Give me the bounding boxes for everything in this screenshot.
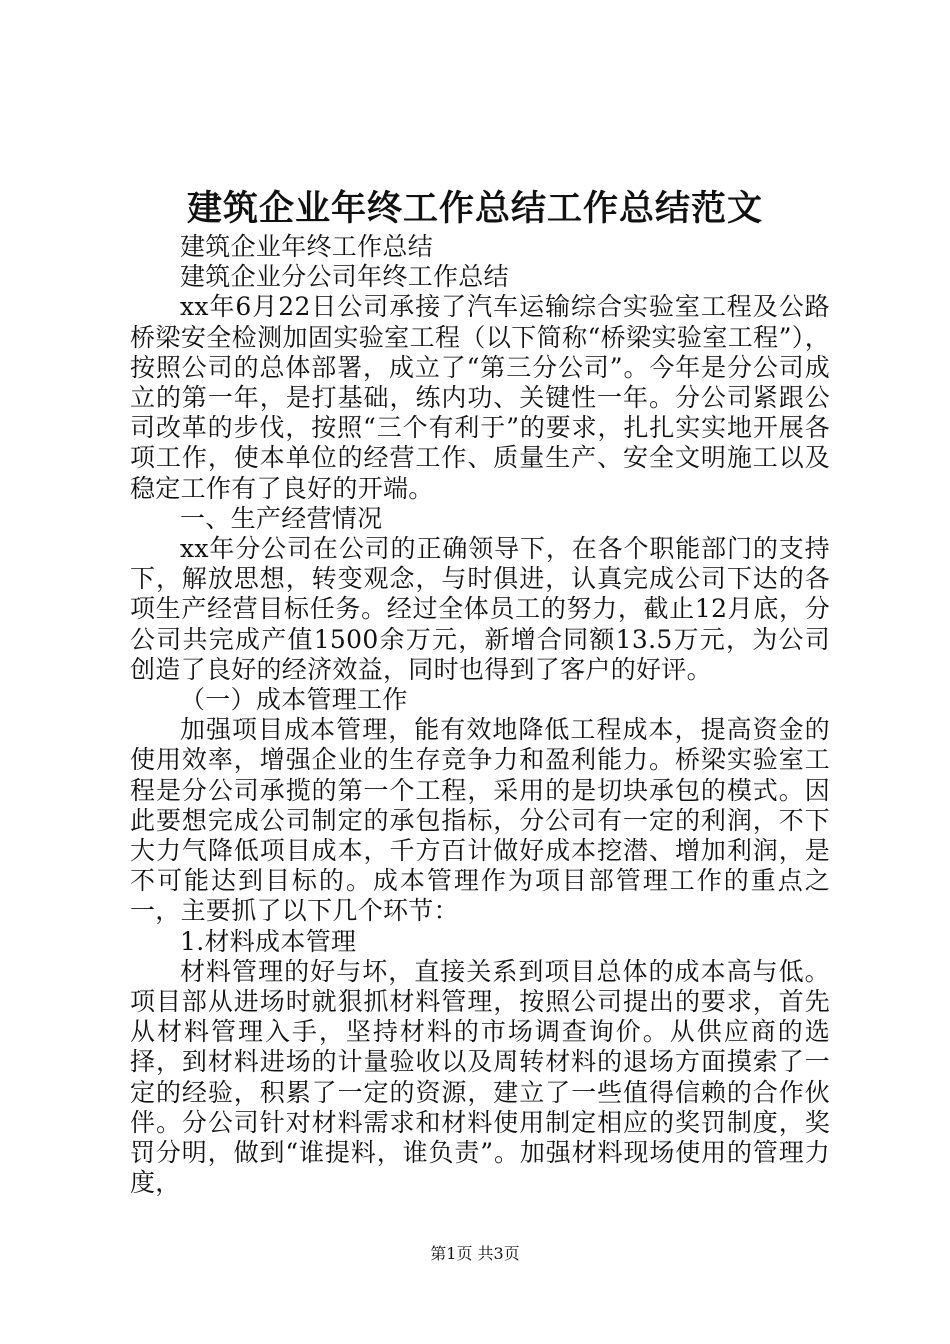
document-title: 建筑企业年终工作总结工作总结范文	[186, 188, 763, 229]
section-heading: 1.材料成本管理	[180, 926, 357, 956]
subtitle-paragraph: 建筑企业分公司年终工作总结	[180, 262, 509, 292]
section-heading: 一、生产经营情况	[180, 503, 383, 533]
section-heading: （一）成本管理工作	[180, 685, 408, 715]
body-paragraph: 加强项目成本管理，能有效地降低工程成本，提高资金的使用效率，增强企业的生存竞争力和盈利能力。桥梁实验室工程是分公司承揽的第一个工程，采用的是切块承包的模式。因此要想完成公司制定的承包指标，分公司有一定的利润，不下大力气降低项目成本，千方百计做好成本挖潜、增加利润，是不可能达到目标的。成本管理作为项目部管理工作的重点之一，主要抓了以下几个环节：	[130, 715, 830, 926]
document-body	[130, 232, 830, 1199]
body-paragraph: xx年分公司在公司的正确领导下，在各个职能部门的支持下，解放思想，转变观念，与时俱进，认真完成公司下达的各项生产经营目标任务。经过全体员工的努力，截止12月底，分公司共完成产值1500余万元，新增合同额13.5万元，为公司创造了良好的经济效益，同时也得到了客户的好评。	[130, 534, 830, 684]
page-footer: 第1页 共3页	[430, 1244, 520, 1263]
body-paragraph: xx年6月22日公司承接了汽车运输综合实验室工程及公路桥梁安全检测加固实验室工程（以下简称“桥梁实验室工程”），按照公司的总体部署，成立了“第三分公司”。今年是分公司成立的第一年，是打基础，练内功、关键性一年。分公司紧跟公司改革的步伐，按照“三个有利于”的要求，扎扎实实地开展各项工作，使本单位的经营工作、质量生产、安全文明施工以及稳定工作有了良好的开端。	[130, 292, 830, 503]
body-paragraph: 材料管理的好与坏，直接关系到项目总体的成本高与低。项目部从进场时就狠抓材料管理，按照公司提出的要求，首先从材料管理入手，坚持材料的市场调查询价。从供应商的选择，到材料进场的计量验收以及周转材料的退场方面摸索了一定的经验，积累了一定的资源，建立了一些值得信赖的合作伙伴。分公司针对材料需求和材料使用制定相应的奖罚制度，奖罚分明，做到“谁提料，谁负责”。加强材料现场使用的管理力度，	[130, 956, 830, 1198]
subtitle-paragraph: 建筑企业年终工作总结	[180, 232, 434, 261]
